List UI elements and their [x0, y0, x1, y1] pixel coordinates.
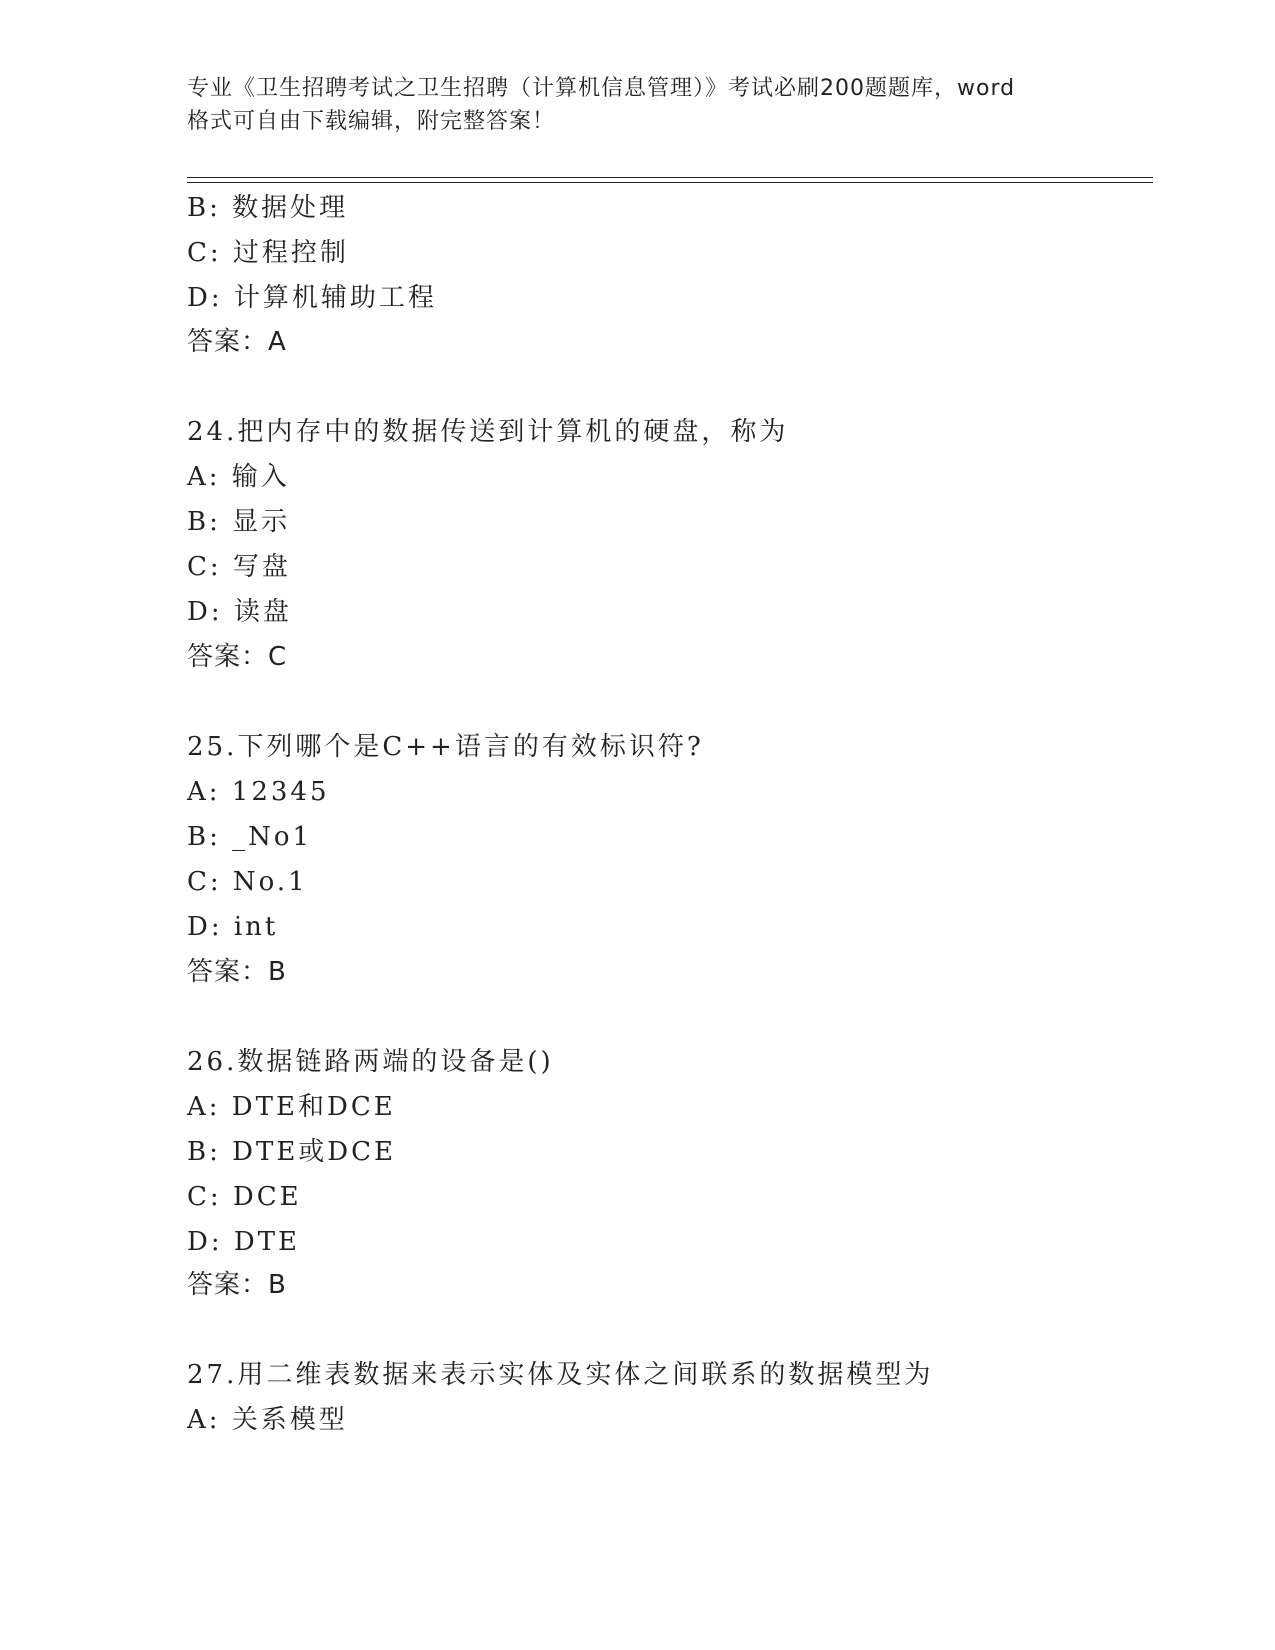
q25-option-c: C: No.1 [187, 867, 308, 897]
header-divider-bottom [187, 182, 1153, 183]
q25-option-d: D: int [187, 912, 279, 942]
q25-answer: 答案：B [187, 957, 287, 987]
prev-option-b: B: 数据处理 [187, 193, 349, 223]
q26-answer: 答案：B [187, 1270, 287, 1300]
q26-option-c: C: DCE [187, 1182, 302, 1212]
q24-question: 24.把内存中的数据传送到计算机的硬盘，称为 [187, 417, 789, 447]
q27-option-a: A: 关系模型 [187, 1405, 348, 1435]
prev-option-d: D: 计算机辅助工程 [187, 283, 437, 313]
q25-option-b: B: _No1 [187, 822, 313, 852]
q26-option-a: A: DTE和DCE [187, 1092, 396, 1122]
q26-option-b: B: DTE或DCE [187, 1137, 397, 1167]
q24-option-b: B: 显示 [187, 507, 291, 537]
q24-option-d: D: 读盘 [187, 597, 292, 627]
prev-answer: 答案：A [187, 327, 287, 357]
prev-option-c: C: 过程控制 [187, 238, 349, 268]
q26-option-d: D: DTE [187, 1227, 301, 1257]
q26-question: 26.数据链路两端的设备是() [187, 1047, 554, 1077]
q25-option-a: A: 12345 [187, 777, 330, 807]
q25-question: 25.下列哪个是C++语言的有效标识符? [187, 732, 704, 762]
q24-option-a: A: 输入 [187, 462, 290, 492]
q24-option-c: C: 写盘 [187, 552, 291, 582]
header-title-line-2: 格式可自由下载编辑，附完整答案！ [187, 109, 556, 134]
header-title-line-1: 专业《卫生招聘考试之卫生招聘（计算机信息管理）》考试必刷200题题库，word [187, 76, 1016, 101]
document-header [187, 72, 1087, 138]
q24-answer: 答案：C [187, 642, 288, 672]
header-divider-top [187, 177, 1153, 178]
q27-question: 27.用二维表数据来表示实体及实体之间联系的数据模型为 [187, 1360, 934, 1390]
